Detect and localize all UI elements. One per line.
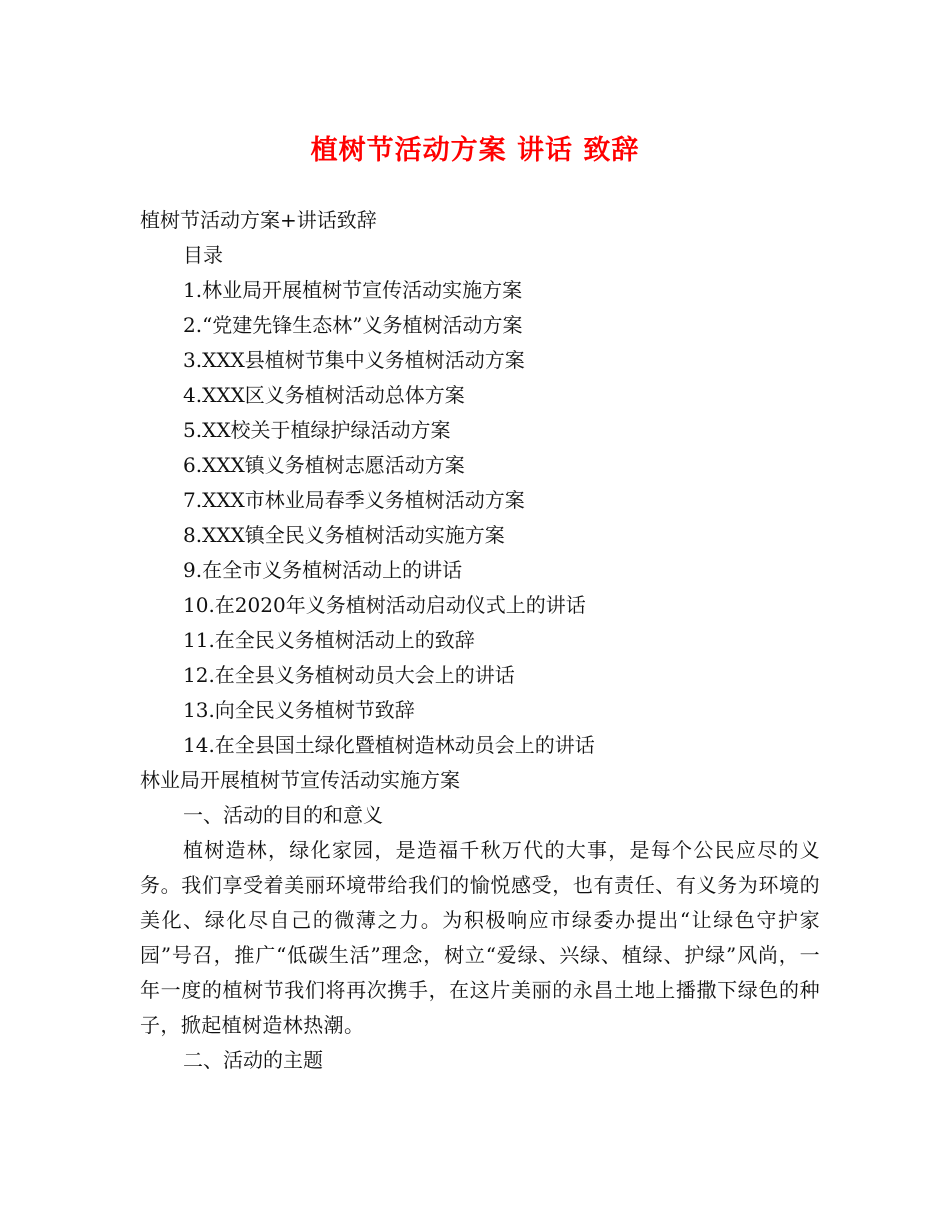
toc-item: 5.XX校关于植绿护绿活动方案 xyxy=(183,418,451,442)
toc-item: 11.在全民义务植树活动上的致辞 xyxy=(183,628,475,652)
section-heading-purpose: 一、活动的目的和意义 xyxy=(183,803,383,827)
toc-item: 9.在全市义务植树活动上的讲话 xyxy=(183,558,463,582)
toc-item: 7.XXX市林业局春季义务植树活动方案 xyxy=(183,488,525,512)
toc-item: 4.XXX区义务植树活动总体方案 xyxy=(183,383,465,407)
toc-item: 10.在2020年义务植树活动启动仪式上的讲话 xyxy=(183,593,586,617)
document-title: 植树节活动方案 讲话 致辞 xyxy=(310,135,640,166)
toc-item: 3.XXX县植树节集中义务植树活动方案 xyxy=(183,348,525,372)
toc-item: 12.在全县义务植树动员大会上的讲话 xyxy=(183,663,515,687)
toc-item: 14.在全县国土绿化暨植树造林动员会上的讲话 xyxy=(183,733,595,757)
toc-item: 13.向全民义务植树节致辞 xyxy=(183,698,415,722)
toc-item: 6.XXX镇义务植树志愿活动方案 xyxy=(183,453,465,477)
subtitle: 植树节活动方案+讲话致辞 xyxy=(140,208,377,232)
section-title: 林业局开展植树节宣传活动实施方案 xyxy=(140,768,460,792)
toc-item: 8.XXX镇全民义务植树活动实施方案 xyxy=(183,523,505,547)
table-of-contents xyxy=(140,273,820,763)
document-body xyxy=(140,203,820,1078)
toc-item: 2.“党建先锋生态林”义务植树活动方案 xyxy=(183,313,523,337)
toc-item: 1.林业局开展植树节宣传活动实施方案 xyxy=(183,278,523,302)
body-paragraph: 植树造林，绿化家园，是造福千秋万代的大事，是每个公民应尽的义务。我们享受着美丽环境带给我们的愉悦感受，也有责任、有义务为环境的美化、绿化尽自己的微薄之力。为积极响应市绿委办提出“让绿色守护家园”号召，推广“低碳生活”理念，树立“爱绿、兴绿、植绿、护绿”风尚，一年一度的植树节我们将再次携手，在这片美丽的永昌土地上播撒下绿色的种子，掀起植树造林热潮。 xyxy=(140,838,820,1037)
section-heading-theme: 二、活动的主题 xyxy=(183,1048,323,1072)
toc-heading: 目录 xyxy=(183,243,223,267)
